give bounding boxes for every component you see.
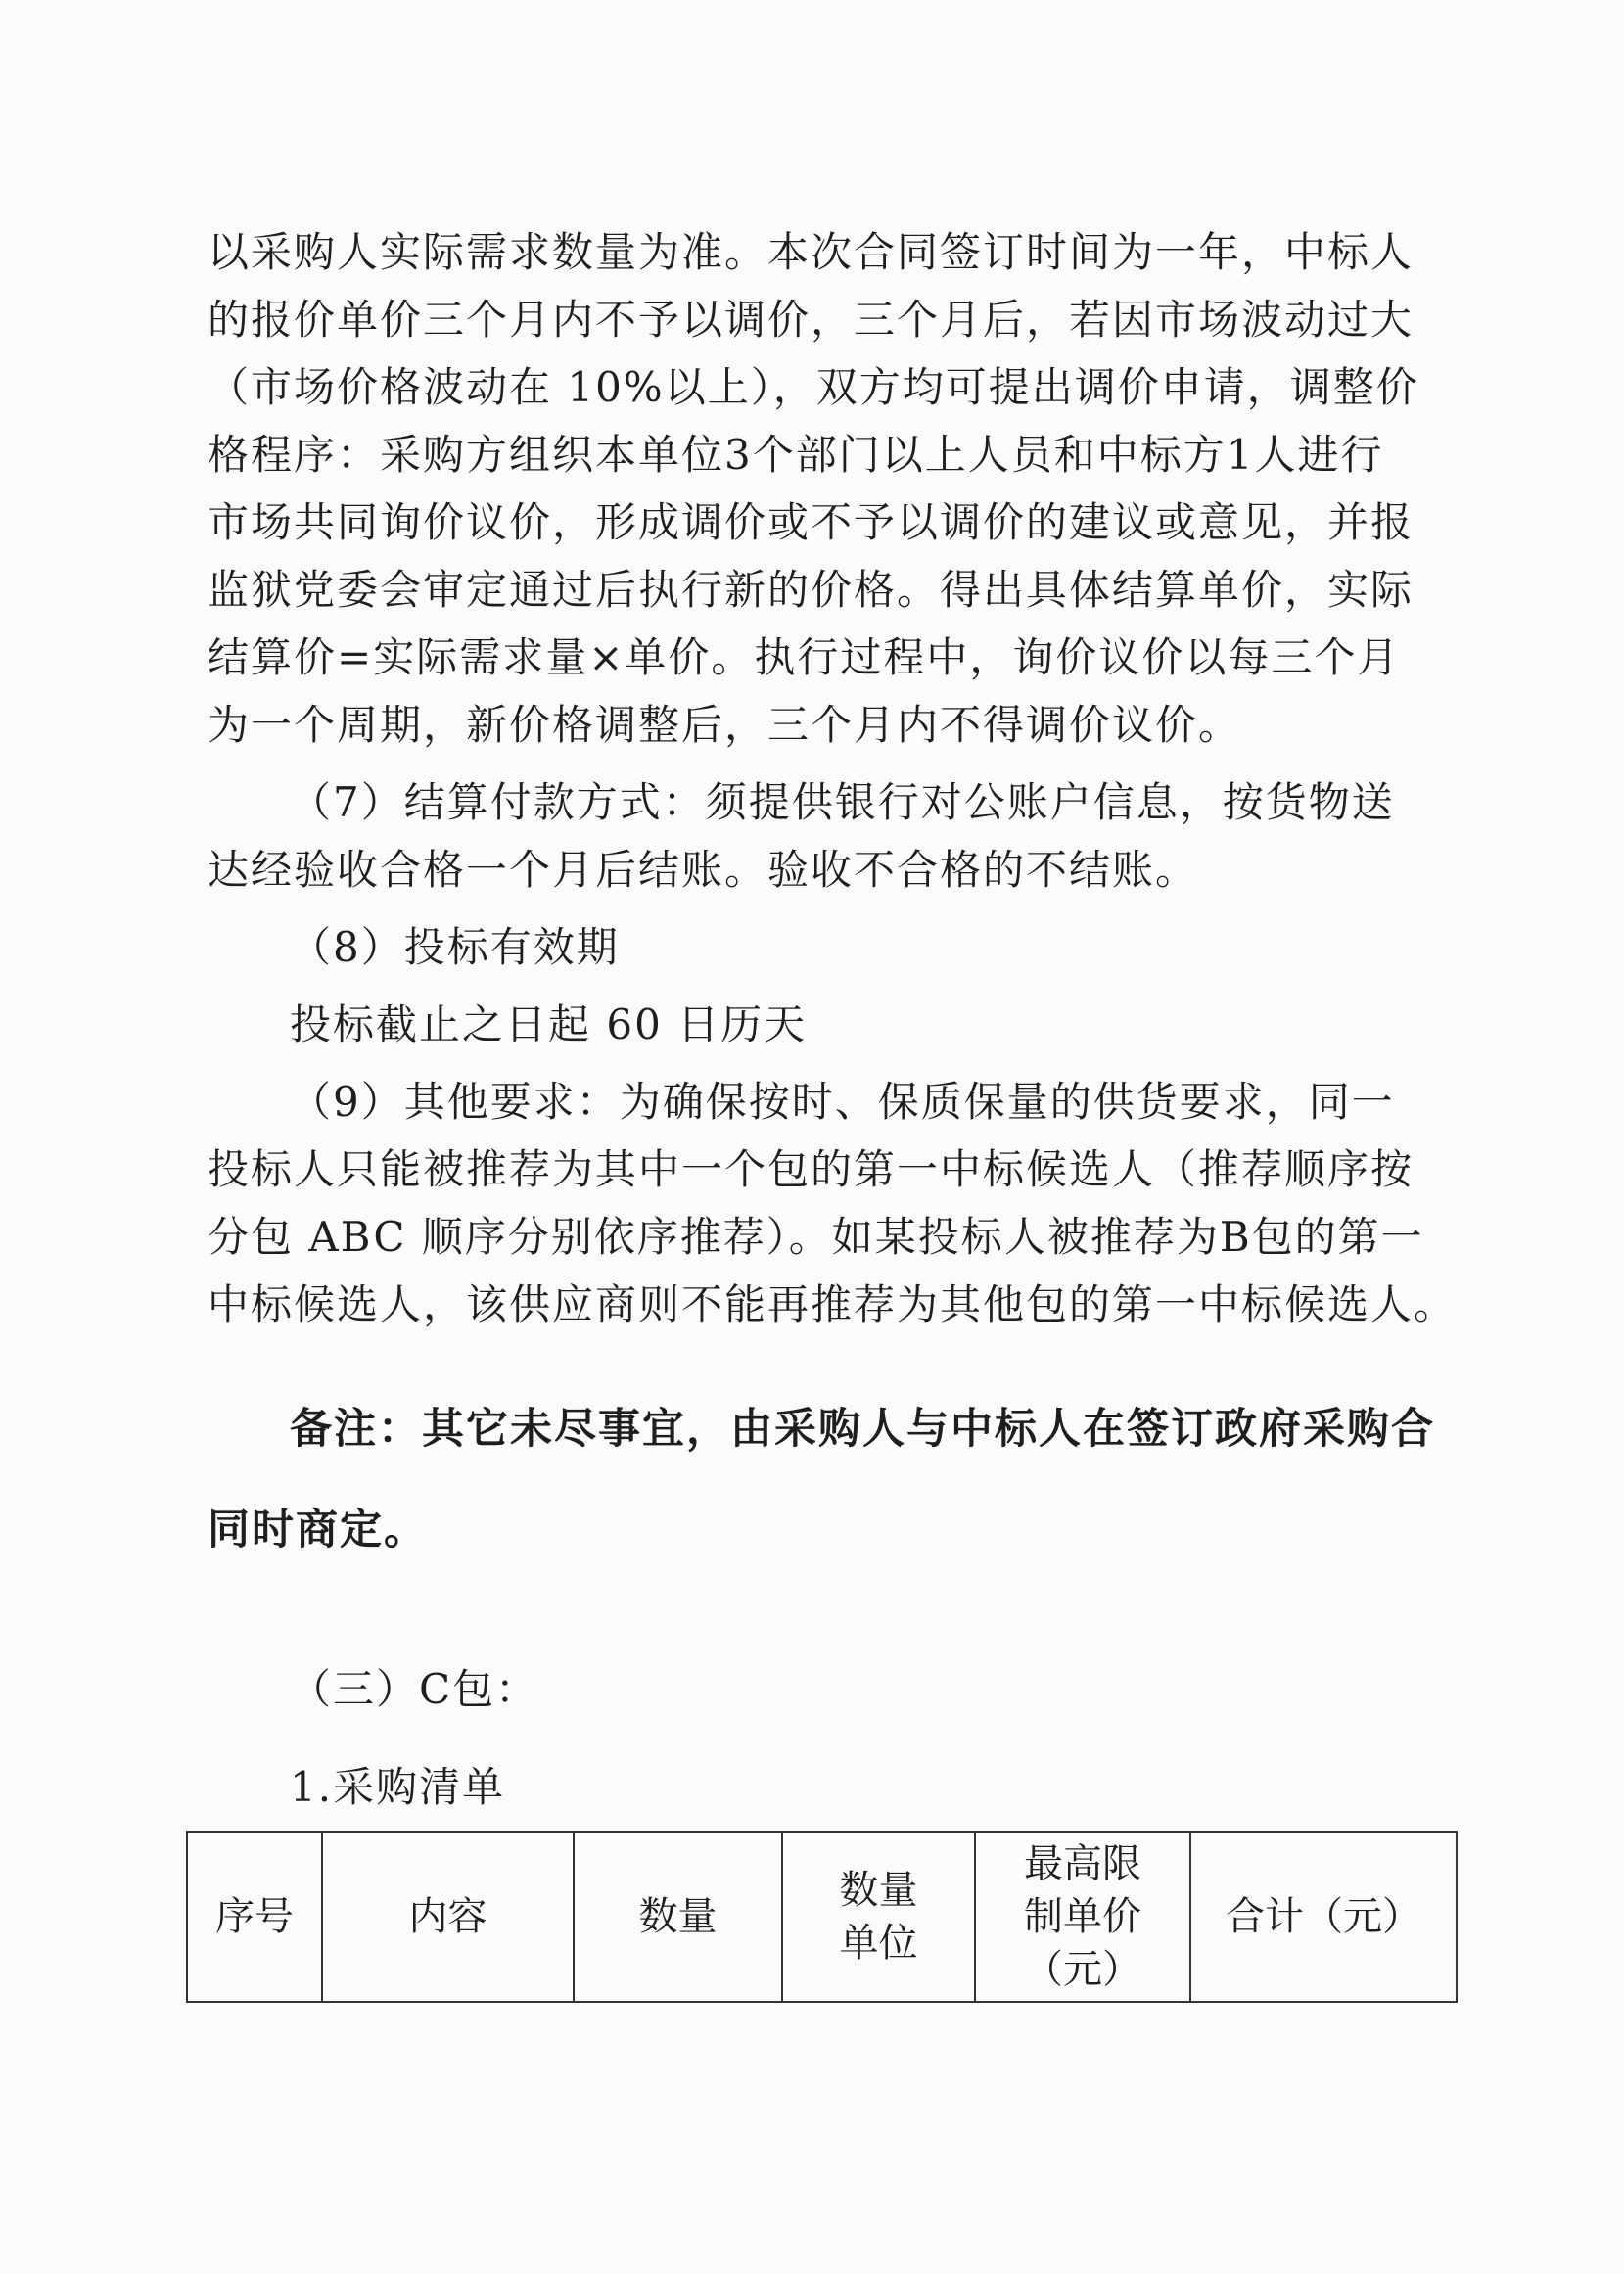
paragraph-line: 中标候选人，该供应商则不能再推荐为其他包的第一中标候选人。 (208, 1280, 1458, 1328)
paragraph-line: 的报价单价三个月内不予以调价，三个月后，若因市场波动过大 (208, 296, 1415, 344)
other-requirements-item: （9）其他要求：为确保按时、保质保量的供货要求，同一 (290, 1078, 1395, 1126)
paragraph-line: （市场价格波动在 10%以上），双方均可提出调价申请，调整价 (208, 363, 1419, 411)
paragraph-line: 以采购人实际需求数量为准。本次合同签订时间为一年，中标人 (208, 228, 1415, 276)
col-header-total: 合计（元） (1190, 1832, 1457, 2002)
bid-validity-text: 投标截止之日起 60 日历天 (290, 1000, 808, 1048)
note-line-2: 同时商定。 (208, 1506, 428, 1555)
col-header-quantity: 数量 (574, 1832, 782, 2002)
paragraph-line: 监狱党委会审定通过后执行新的价格。得出具体结算单价，实际 (208, 566, 1415, 614)
col-header-serial: 序号 (187, 1832, 322, 2002)
paragraph-line: 投标人只能被推荐为其中一个包的第一中标候选人（推荐顺序按 (208, 1145, 1415, 1193)
note-line-1: 备注：其它未尽事宜，由采购人与中标人在签订政府采购合 (290, 1405, 1435, 1454)
procurement-table (186, 1831, 1458, 2003)
paragraph-line: 结算价=实际需求量×单价。执行过程中，询价议价以每三个月 (208, 633, 1401, 681)
list-heading: 1.采购清单 (290, 1763, 506, 1811)
paragraph-line: 达经验收合格一个月后结账。验收不合格的不结账。 (208, 846, 1199, 894)
paragraph-line: 格程序：采购方组织本单位3个部门以上人员和中标方1人进行 (208, 431, 1384, 479)
table-header-row (187, 1832, 1457, 2002)
paragraph-line: 市场共同询价议价，形成调价或不予以调价的建议或意见，并报 (208, 498, 1415, 546)
col-header-unit: 数量单位 (782, 1832, 975, 2002)
paragraph-line: 为一个周期，新价格调整后，三个月内不得调价议价。 (208, 701, 1242, 749)
col-header-max-unit-price: 最高限制单价（元） (975, 1832, 1190, 2002)
paragraph-line: 分包 ABC 顺序分别依序推荐）。如某投标人被推荐为B包的第一 (208, 1213, 1424, 1261)
section-heading: （三）C包： (290, 1665, 539, 1713)
settlement-payment-item: （7）结算付款方式：须提供银行对公账户信息，按货物送 (290, 778, 1395, 826)
bid-validity-heading: （8）投标有效期 (290, 923, 620, 971)
col-header-content: 内容 (322, 1832, 574, 2002)
